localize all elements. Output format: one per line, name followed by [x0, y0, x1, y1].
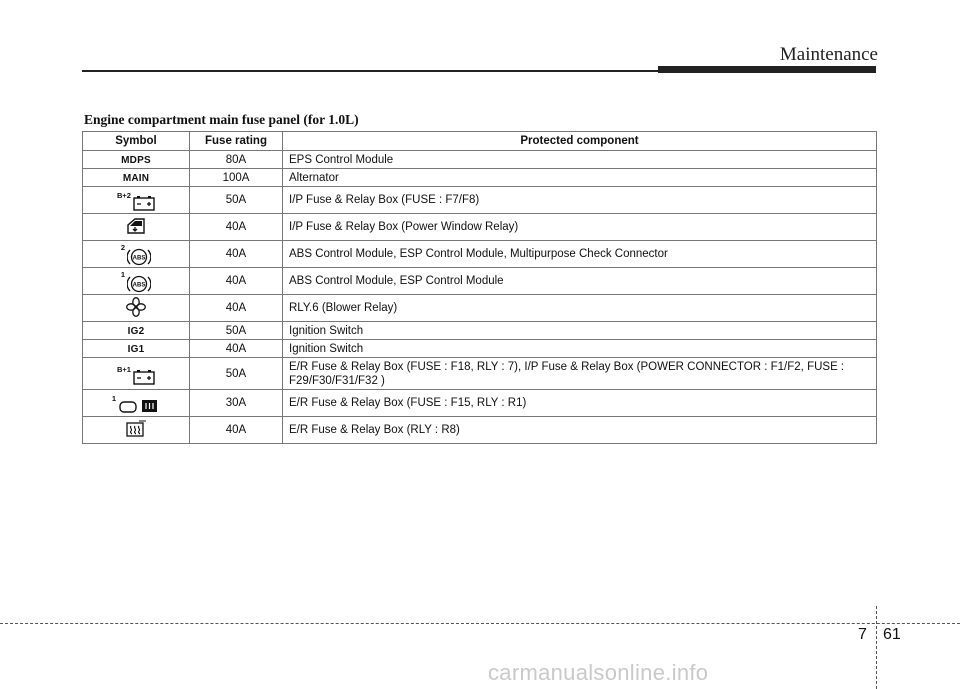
symbol-cell: [83, 268, 190, 295]
watermark: carmanualsonline.info: [488, 660, 709, 685]
rating-cell: 40A: [190, 417, 283, 444]
table-row: [83, 214, 877, 241]
header-fuse-rating: Fuse rating: [190, 132, 283, 151]
symbol-cell: [83, 187, 190, 214]
rating-cell: 50A: [190, 358, 283, 390]
symbol-superscript: 1: [111, 394, 117, 403]
rear-defrost-icon: [125, 420, 147, 438]
component-cell: [283, 358, 877, 390]
component-cell: E/R Fuse & Relay Box (FUSE : F15, RLY : R1): [283, 390, 877, 417]
rating-cell: 40A: [190, 340, 283, 358]
symbol-cell: [83, 358, 190, 390]
symbol-label: IG1: [127, 343, 145, 355]
chapter-number: 7: [858, 626, 867, 643]
symbol-superscript: 2: [120, 243, 126, 252]
symbol-label: IG2: [127, 325, 145, 337]
footer-divider: [876, 606, 877, 689]
rating-cell: 50A: [190, 322, 283, 340]
symbol-cell: [83, 340, 190, 358]
table-row: [83, 340, 877, 358]
footer-rule: [0, 623, 960, 624]
symbol-label: MAIN: [122, 172, 150, 184]
table-row: [83, 295, 877, 322]
rating-cell: 40A: [190, 241, 283, 268]
symbol-superscript: B+1: [117, 364, 131, 374]
component-cell: RLY.6 (Blower Relay): [283, 295, 877, 322]
rating-cell: 100A: [190, 169, 283, 187]
battery-icon: [133, 369, 155, 385]
table-row: [83, 187, 877, 214]
symbol-cell: [83, 322, 190, 340]
abs-icon: [127, 274, 151, 294]
header-rule-thin: [82, 70, 662, 72]
component-cell: Alternator: [283, 169, 877, 187]
battery-icon: [133, 195, 155, 211]
abs-icon: [127, 247, 151, 267]
rating-cell: 50A: [190, 187, 283, 214]
lamp-icon: [118, 398, 160, 414]
table-row: [83, 390, 877, 417]
page-number: 61: [883, 626, 901, 643]
table-header-row: [83, 132, 877, 151]
symbol-cell: [83, 214, 190, 241]
component-cell: Ignition Switch: [283, 340, 877, 358]
table-row: [83, 169, 877, 187]
table-row: [83, 417, 877, 444]
component-cell: ABS Control Module, ESP Control Module, Multipurpose Check Connector: [283, 241, 877, 268]
symbol-cell: [83, 417, 190, 444]
table-row: [83, 268, 877, 295]
header-symbol: Symbol: [83, 132, 190, 151]
component-cell: Ignition Switch: [283, 322, 877, 340]
rating-cell: 40A: [190, 295, 283, 322]
rating-cell: 80A: [190, 151, 283, 169]
table-row: [83, 358, 877, 390]
svg-text:ABS: ABS: [132, 282, 146, 289]
component-text: E/R Fuse & Relay Box (FUSE : F18, RLY : 7), I/P Fuse & Relay Box (POWER CONNECTOR : F1/F2, FUSE : F29/F30/F31/F32 ): [289, 360, 845, 387]
symbol-cell: [83, 241, 190, 268]
table-row: [83, 322, 877, 340]
blower-fan-icon: [126, 297, 146, 317]
component-cell: I/P Fuse & Relay Box (Power Window Relay): [283, 214, 877, 241]
header-rule-thick: [658, 66, 876, 73]
symbol-cell: [83, 390, 190, 417]
table-row: [83, 151, 877, 169]
fuse-table: [82, 131, 877, 444]
svg-text:ABS: ABS: [132, 255, 146, 262]
symbol-cell: [83, 169, 190, 187]
rating-cell: 40A: [190, 214, 283, 241]
component-cell: I/P Fuse & Relay Box (FUSE : F7/F8): [283, 187, 877, 214]
component-cell: ABS Control Module, ESP Control Module: [283, 268, 877, 295]
symbol-cell: [83, 295, 190, 322]
symbol-label: MDPS: [121, 154, 151, 166]
symbol-superscript: B+2: [117, 191, 131, 200]
rating-cell: 40A: [190, 268, 283, 295]
header-title: Maintenance: [779, 44, 878, 65]
header-protected-component: Protected component: [283, 132, 877, 151]
section-title: Engine compartment main fuse panel (for 1.0L): [84, 112, 359, 127]
rating-cell: 30A: [190, 390, 283, 417]
symbol-superscript: 1: [120, 270, 126, 279]
component-cell: E/R Fuse & Relay Box (RLY : R8): [283, 417, 877, 444]
table-row: [83, 241, 877, 268]
symbol-cell: [83, 151, 190, 169]
power-window-icon: [126, 217, 146, 235]
component-cell: EPS Control Module: [283, 151, 877, 169]
